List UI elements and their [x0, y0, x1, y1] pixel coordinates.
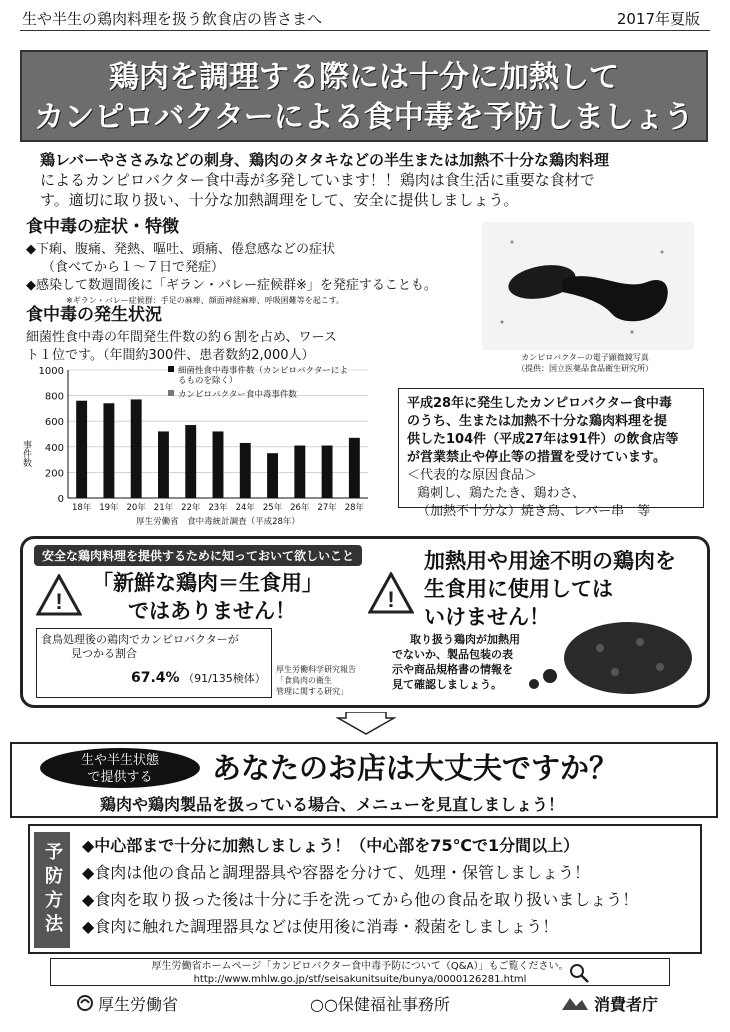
raw-serving-badge [40, 748, 200, 788]
down-arrow-icon [336, 712, 396, 736]
bar [294, 446, 305, 498]
intro-line-1: 鶏レバーやささみなどの刺身、鶏肉のタタキなどの半生または加熱不十分な鶏肉料理 [40, 151, 609, 169]
no-raw-text-1: 取り扱う鶏肉が加熱用 [410, 633, 520, 646]
chart-source: 厚生労働省 食中毒統計調査（平成28年） [136, 517, 300, 527]
reference-link[interactable]: http://www.mhlw.go.jp/stf/seisakunitsuite/bunya/0000126281.html [193, 974, 527, 985]
no-raw-line-3: いけません！ [424, 605, 550, 629]
stat-source-3: 管理に関する研究」 [276, 687, 348, 696]
fresh-not-raw-line-1: 「新鮮な鶏肉＝生食用」 [92, 571, 323, 595]
x-tick-label: 20年 [126, 503, 146, 513]
outbreak-bar-chart [20, 360, 390, 530]
x-tick-label: 23年 [208, 503, 228, 513]
intro-text [40, 150, 710, 210]
prevention-list [82, 832, 702, 940]
y-tick-label: 1000 [38, 366, 64, 377]
outbreak-text-2: ト１位です。（年間約300件、患者数約2,000人） [26, 348, 315, 363]
bar [240, 443, 251, 498]
prevention-item-1: ◆中心部まで十分に加熱しましょう！（中心部を75℃で1分間以上） [82, 836, 580, 855]
no-raw-text [392, 632, 520, 692]
info-line-1: 平成28年に発生したカンピロバクター食中毒 [407, 396, 672, 411]
bar [322, 446, 333, 498]
warning-label: 安全な鶏肉料理を提供するために知っておいて欲しいこと [34, 545, 362, 566]
symptoms-section [26, 212, 476, 306]
y-tick-label: 400 [44, 442, 64, 454]
warning-triangle-icon [36, 574, 82, 616]
fresh-not-raw-line-2: ではありません！ [128, 599, 296, 623]
case-info-box [398, 388, 704, 519]
bar [131, 399, 142, 498]
x-tick-label: 27年 [317, 503, 337, 513]
intro-line-2: によるカンピロバクター食中毒が多発しています！！鶏肉は食生活に重要な食材で [40, 171, 595, 189]
stat-title-2: 見つかる割合 [71, 647, 137, 660]
bar [76, 401, 87, 498]
info-foods-2: （加熱不十分な）焼き鳥、レバー串 等 [417, 504, 651, 519]
no-raw-text-2: でないか、製品包装の表 [392, 648, 513, 661]
svg-text:!: ! [387, 587, 395, 612]
x-tick-label: 25年 [262, 503, 283, 513]
prevention-item-4: ◆食肉に触れた調理器具などは使用後に消毒・殺菌をしましょう！ [82, 917, 559, 936]
bar [267, 453, 278, 498]
legend-label: 細菌性食中毒事件数（カンピロバクターによ [178, 366, 348, 376]
stat-source-2: 「食鳥肉の衛生 [276, 676, 332, 685]
org-health-office: ○○保健福祉事務所 [310, 995, 450, 1014]
y-tick-label: 800 [44, 391, 64, 403]
ministry-logo-icon [76, 994, 94, 1012]
stat-value: 67.4% [131, 670, 180, 686]
banner-line-1: 鶏肉を調理する際には十分に加熱して [109, 60, 619, 95]
edition-label: 2017年夏版 [616, 10, 700, 28]
no-raw-text-4: 見て確認しましょう。 [392, 678, 502, 691]
raw-meat-illustration-icon [520, 612, 700, 698]
microscope-photo [482, 222, 694, 350]
info-line-2: のうち、生または加熱不十分な鶏肉料理を提 [407, 414, 668, 429]
bar [349, 438, 360, 498]
photo-caption-2: （提供：国立医薬品食品衛生研究所） [517, 364, 653, 373]
y-axis-label: 事件数 [21, 440, 31, 467]
stat-box [36, 628, 272, 698]
stat-title-1: 食鳥処理後の鶏肉でカンピロバクターが [41, 633, 239, 646]
x-tick-label: 18年 [71, 503, 92, 513]
info-sub: ＜代表的な原因食品＞ [407, 468, 538, 483]
caa-logo-icon [560, 994, 590, 1014]
x-tick-label: 24年 [235, 503, 255, 513]
bar [185, 425, 196, 498]
no-raw-line-2: 生食用に使用しては [424, 577, 613, 601]
audience-line: 生や半生の鶏肉料理を扱う飲食店の皆さまへ [22, 10, 323, 28]
photo-caption-1: カンピロバクターの電子顕微鏡写真 [521, 353, 649, 362]
warning-triangle-icon [368, 572, 414, 614]
x-tick-label: 21年 [153, 503, 174, 513]
bar [158, 431, 169, 498]
x-tick-label: 19年 [99, 503, 119, 513]
prevention-item-2: ◆食肉は他の食品と調理器具や容器を分けて、処理・保管しましょう！ [82, 863, 590, 882]
x-tick-label: 26年 [290, 503, 310, 513]
y-tick-label: 600 [44, 417, 64, 429]
info-foods-1: 鶏刺し、鶏たたき、鶏わさ、 [417, 486, 585, 501]
check-sub: 鶏肉や鶏肉製品を扱っている場合、メニューを見直しましょう！ [100, 795, 565, 814]
symptom-item-1b: （食べてから１～７日で発症） [42, 260, 225, 275]
search-icon [568, 962, 590, 984]
stat-source-1: 厚生労働科学研究報告 [276, 665, 356, 674]
org-mhlw: 厚生労働省 [98, 995, 179, 1014]
prevention-item-3: ◆食肉を取り扱った後は十分に手を洗ってから他の食品を取り扱いましょう！ [82, 890, 639, 909]
intro-line-3: す。適切に取り扱い、十分な加熱調理をして、安全に提供しましょう。 [40, 191, 519, 209]
info-line-3: 供した104件（平成27年は91件）の飲食店等 [407, 432, 679, 447]
symptoms-title: 食中毒の症状・特徴 [26, 217, 179, 237]
outbreak-section [26, 300, 396, 365]
outbreak-title: 食中毒の発生状況 [26, 305, 162, 325]
check-headline: あなたのお店は大丈夫ですか？ [212, 751, 619, 785]
x-tick-label: 28年 [344, 503, 365, 513]
legend-label: るものを除く） [178, 376, 238, 386]
x-tick-label: 22年 [181, 503, 201, 513]
outbreak-text-1: 細菌性食中毒の年間発生件数の約６割を占め、ワース [26, 330, 337, 345]
stat-source [276, 664, 356, 697]
prevention-tab: 予防方法 [34, 832, 70, 948]
divider [20, 30, 710, 31]
reference-text: 厚生労働省ホームページ「カンピロバクター食中毒予防について（Q&A）」もご覧ください。 [151, 961, 569, 972]
y-tick-label: 200 [44, 468, 64, 480]
symptom-item-2: ◆感染して数週間後に「ギラン・バレー症候群※」を発症することも。 [26, 278, 437, 293]
title-banner [20, 50, 708, 142]
banner-line-2: カンピロバクターによる食中毒を予防しましょう [34, 100, 694, 135]
photo-caption [490, 352, 680, 374]
stat-detail: （91/135検体） [183, 672, 266, 685]
y-tick-label: 0 [57, 494, 64, 505]
bar [103, 403, 114, 498]
legend-label: カンピロバクター食中毒事件数 [178, 390, 297, 400]
symptom-item-1: ◆下痢、腹痛、発熱、嘔吐、頭痛、倦怠感などの症状 [26, 242, 335, 257]
info-line-4: が営業禁止や停止等の措置を受けています。 [407, 450, 666, 465]
org-caa: 消費者庁 [594, 995, 659, 1014]
no-raw-text-3: 示や商品規格書の情報を [392, 663, 513, 676]
no-raw-line-1: 加熱用や用途不明の鶏肉を [424, 549, 676, 573]
legend-swatch [168, 390, 174, 396]
legend-swatch [168, 366, 174, 372]
symptom-note: ※ギラン・バレー症候群：手足の麻痺、顔面神経麻痺、呼吸困難等を起こす。 [66, 296, 345, 305]
bar [213, 431, 224, 498]
badge-line-2: で提供する [87, 770, 153, 785]
svg-text:!: ! [55, 589, 63, 614]
badge-line-1: 生や半生状態 [80, 753, 159, 768]
